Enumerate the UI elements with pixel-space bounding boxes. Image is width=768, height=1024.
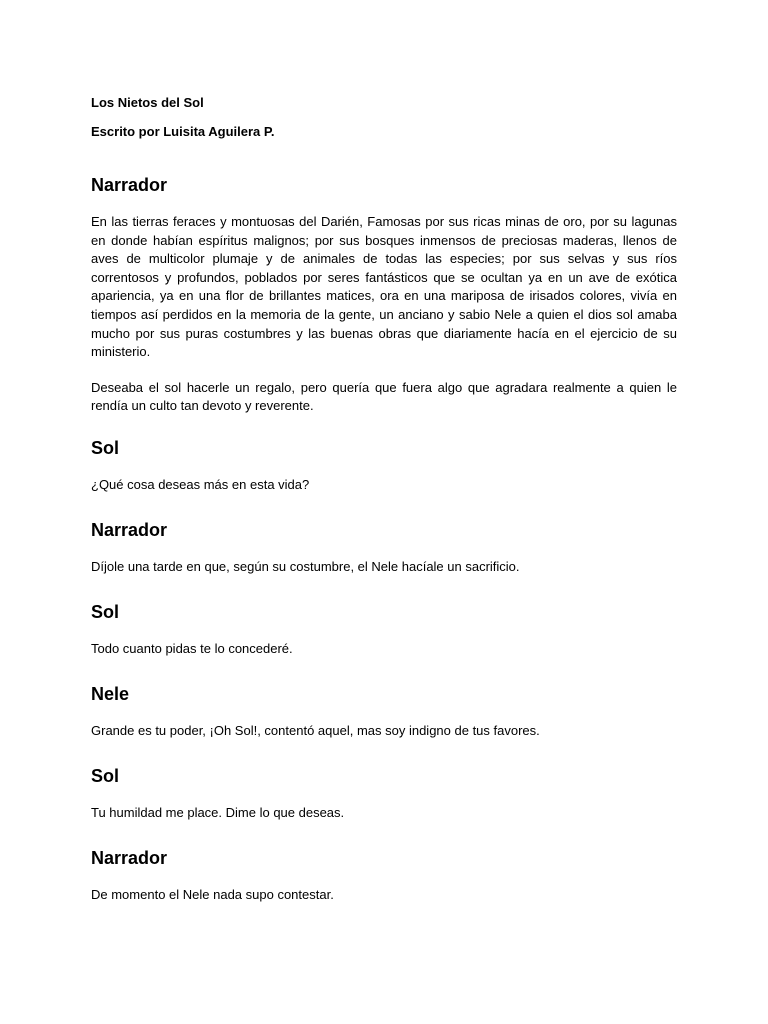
- speaker-heading-narrador: Narrador: [91, 847, 168, 868]
- speaker-heading-sol: Sol: [91, 437, 120, 458]
- dialogue-line: Tu humildad me place. Dime lo que deseas.: [91, 804, 345, 820]
- dialogue-line: ¿Qué cosa deseas más en esta vida?: [91, 476, 310, 492]
- narration-paragraph: Deseaba el sol hacerle un regalo, pero quería que fuera algo que agradara realmente a quien le rendía un culto tan devoto y reverente.: [91, 379, 677, 414]
- document-author: Escrito por Luisita Aguilera P.: [91, 124, 275, 139]
- speaker-heading-narrador: Narrador: [91, 519, 168, 540]
- speaker-heading-sol: Sol: [91, 601, 120, 622]
- speaker-heading-sol: Sol: [91, 765, 120, 786]
- speaker-heading-narrador: Narrador: [91, 175, 168, 195]
- narration-paragraph: En las tierras feraces y montuosas del Darién, Famosas por sus ricas minas de oro, por su lagunas en donde habían espíritus malignos; por sus bosques inmensos de preciosas maderas, llenos de aves de multicolor plumaje y de animales de todas las especies; por sus selvas y sus ríos correntosos y profundos, poblados por seres fantásticos que se ocultan ya en un ave de exótica apariencia, ya en una flor de brillantes matices, ora en una mariposa de irisados colores, vivía en tiempos así perdidos en la memoria de la gente, un anciano y sabio Nele a quien el dios sol amaba mucho por sus puras costumbres y las buenas obras que diariamente hacía en el ejercicio de su ministerio.: [91, 214, 677, 360]
- speaker-heading-nele: Nele: [91, 683, 130, 704]
- narration-line: De momento el Nele nada supo contestar.: [91, 886, 334, 902]
- narration-line: Díjole una tarde en que, según su costumbre, el Nele hacíale un sacrificio.: [91, 558, 520, 574]
- document-title: Los Nietos del Sol: [91, 95, 204, 110]
- dialogue-line: Todo cuanto pidas te lo concederé.: [91, 640, 293, 656]
- dialogue-line: Grande es tu poder, ¡Oh Sol!, contentó aquel, mas soy indigno de tus favores.: [91, 722, 540, 738]
